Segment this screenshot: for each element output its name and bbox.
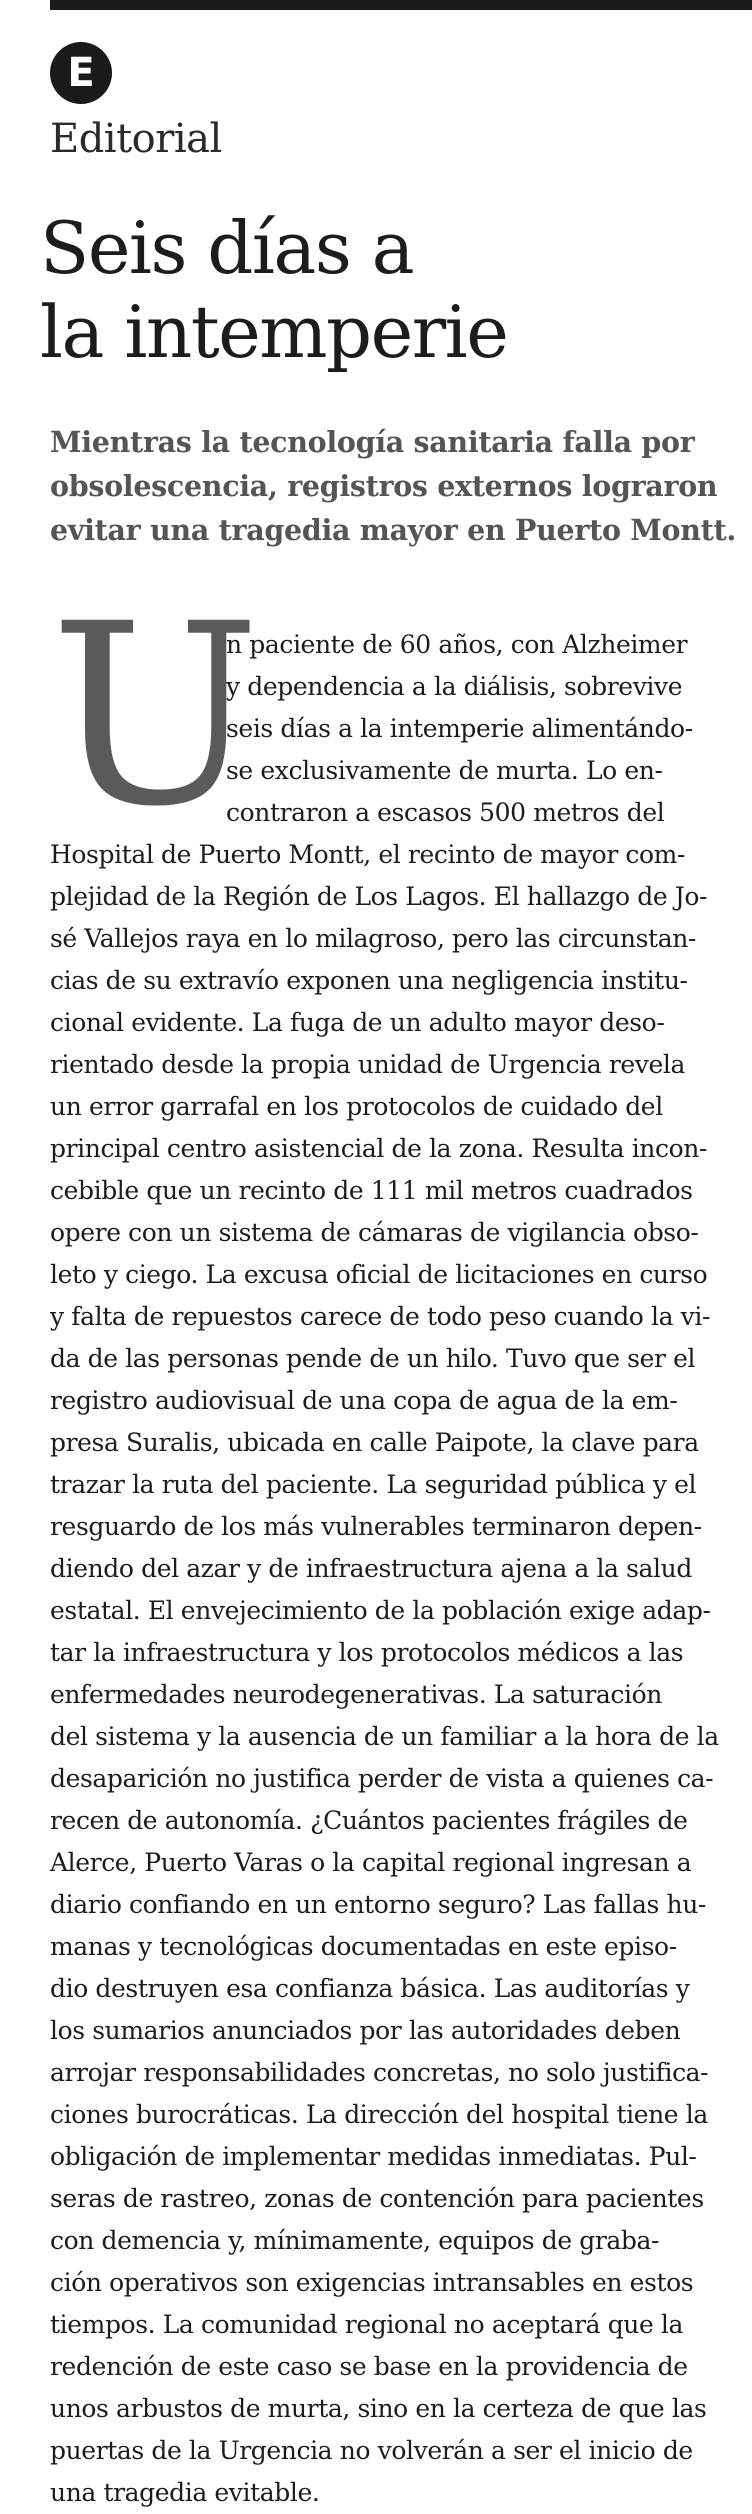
body-line: obligación de implementar medidas inmediatas. Pul- bbox=[50, 2142, 697, 2171]
body-line: n paciente de 60 años, con Alzheimer bbox=[226, 630, 688, 659]
body-line: unos arbustos de murta, sino en la certeza de que las bbox=[50, 2394, 707, 2423]
deck bbox=[50, 420, 740, 552]
section-badge: E bbox=[50, 42, 112, 104]
body-line: leto y ciego. La excusa oficial de licitaciones en curso bbox=[50, 1260, 708, 1289]
deck-line: evitar una tragedia mayor en Puerto Montt. bbox=[50, 513, 736, 547]
body-line: un error garrafal en los protocolos de cuidado del bbox=[50, 1092, 663, 1121]
body-line: una tragedia evitable. bbox=[50, 2478, 320, 2507]
body-line: arrojar responsabilidades concretas, no solo justifica- bbox=[50, 2058, 709, 2087]
body-line: resguardo de los más vulnerables terminaron depen- bbox=[50, 1512, 702, 1541]
body-line: Hospital de Puerto Montt, el recinto de mayor com- bbox=[50, 840, 686, 869]
deck-line: obsolescencia, registros externos lograron bbox=[50, 469, 718, 503]
body-line: seis días a la intemperie alimentándo- bbox=[226, 714, 693, 743]
headline-line: la intemperie bbox=[40, 290, 508, 374]
body-line: registro audiovisual de una copa de agua de la em- bbox=[50, 1386, 678, 1415]
body-line: cias de su extravío exponen una negligencia institu- bbox=[50, 966, 688, 995]
body-line: opere con un sistema de cámaras de vigilancia obso- bbox=[50, 1218, 699, 1247]
body-line: seras de rastreo, zonas de contención para pacientes bbox=[50, 2184, 704, 2213]
body-line: ción operativos son exigencias intransables en estos bbox=[50, 2268, 694, 2297]
body-line: contraron a escasos 500 metros del bbox=[226, 798, 665, 827]
body-line: rientado desde la propia unidad de Urgencia revela bbox=[50, 1050, 686, 1079]
body-line: recen de autonomía. ¿Cuántos pacientes frágiles de bbox=[50, 1806, 688, 1835]
body-line: enfermedades neurodegenerativas. La saturación bbox=[50, 1680, 662, 1709]
body-line: del sistema y la ausencia de un familiar a la hora de la bbox=[50, 1722, 719, 1751]
body-line: redención de este caso se base en la providencia de bbox=[50, 2352, 688, 2381]
body-line: diendo del azar y de infraestructura ajena a la salud bbox=[50, 1554, 692, 1583]
body-line: tar la infraestructura y los protocolos médicos a las bbox=[50, 1638, 684, 1667]
body-line: puertas de la Urgencia no volverán a ser el inicio de bbox=[50, 2436, 693, 2465]
body-line: manas y tecnológicas documentadas en este episo- bbox=[50, 1932, 677, 1961]
deck-line: Mientras la tecnología sanitaria falla por bbox=[50, 425, 695, 459]
body-line: principal centro asistencial de la zona. Resulta incon- bbox=[50, 1134, 707, 1163]
body-line: Alerce, Puerto Varas o la capital regional ingresan a bbox=[50, 1848, 692, 1877]
body-line: cebible que un recinto de 111 mil metros cuadrados bbox=[50, 1176, 693, 1205]
body-line: y dependencia a la diálisis, sobrevive bbox=[226, 672, 683, 701]
body-line: cional evidente. La fuga de un adulto mayor deso- bbox=[50, 1008, 665, 1037]
body-line: estatal. El envejecimiento de la población exige adap- bbox=[50, 1596, 711, 1625]
body-line: tiempos. La comunidad regional no aceptará que la bbox=[50, 2310, 684, 2339]
body-line: ciones burocráticas. La dirección del hospital tiene la bbox=[50, 2100, 708, 2129]
body-line: dio destruyen esa confianza básica. Las auditorías y bbox=[50, 1974, 690, 2003]
body-line: diario confiando en un entorno seguro? Las fallas hu- bbox=[50, 1890, 706, 1919]
section-label: Editorial bbox=[50, 116, 222, 162]
body-line: con demencia y, mínimamente, equipos de graba- bbox=[50, 2226, 660, 2255]
top-rule bbox=[50, 0, 752, 10]
headline bbox=[40, 206, 730, 374]
body-line: plejidad de la Región de Los Lagos. El hallazgo de Jo- bbox=[50, 882, 708, 911]
body-line: se exclusivamente de murta. Lo en- bbox=[226, 756, 663, 785]
headline-line: Seis días a bbox=[40, 206, 414, 290]
article-body bbox=[50, 624, 740, 2514]
body-line: da de las personas pende de un hilo. Tuvo que ser el bbox=[50, 1344, 696, 1373]
body-line: los sumarios anunciados por las autoridades deben bbox=[50, 2016, 681, 2045]
body-line: sé Vallejos raya en lo milagroso, pero las circunstan- bbox=[50, 924, 696, 953]
body-line: y falta de repuestos carece de todo peso cuando la vi- bbox=[50, 1302, 711, 1331]
body-line: desaparición no justifica perder de vista a quienes ca- bbox=[50, 1764, 714, 1793]
body-line: trazar la ruta del paciente. La seguridad pública y el bbox=[50, 1470, 697, 1499]
body-line: presa Suralis, ubicada en calle Paipote, la clave para bbox=[50, 1428, 699, 1457]
drop-cap: U bbox=[50, 570, 261, 861]
